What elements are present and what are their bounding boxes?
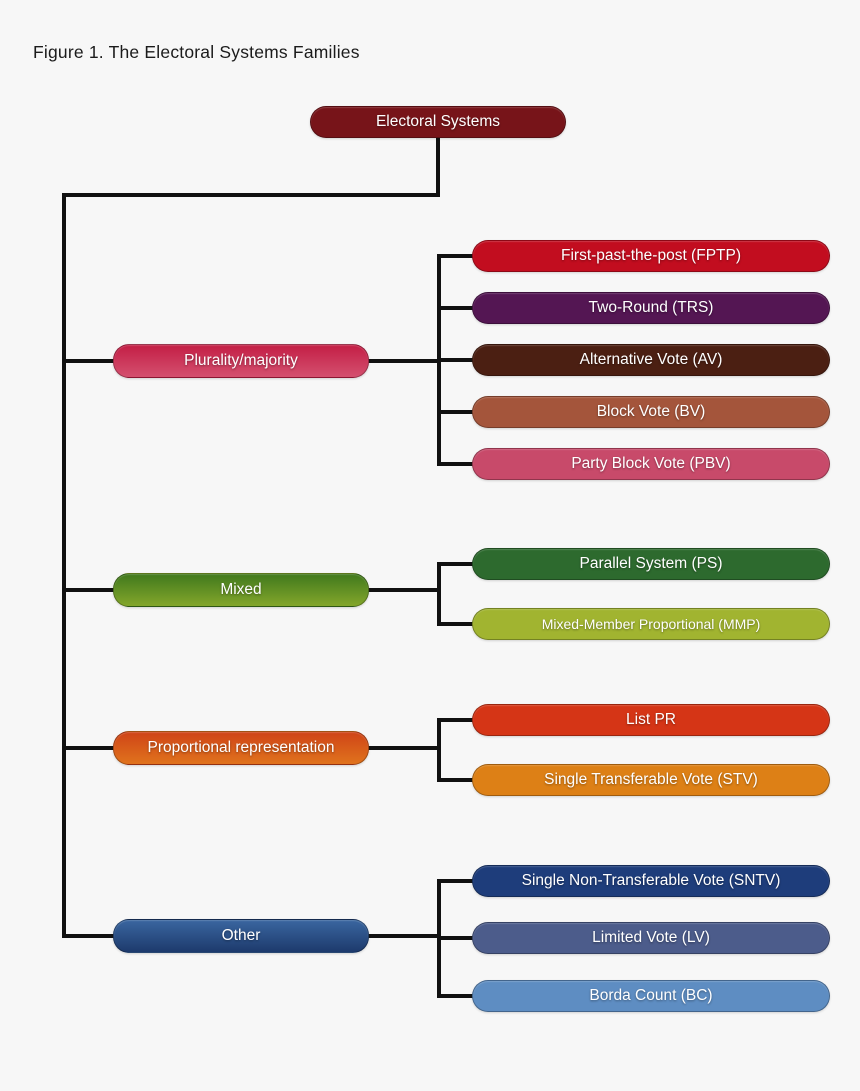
connector-child-stub: [437, 622, 473, 626]
node-mmp: Mixed-Member Proportional (MMP): [472, 608, 830, 640]
connector-proportional-vertical: [437, 718, 441, 782]
node-bv: Block Vote (BV): [472, 396, 830, 428]
connector-child-stub: [437, 718, 473, 722]
connector-other-branch: [368, 934, 441, 938]
connector-stub-plurality: [62, 359, 114, 363]
connector-root-stem: [436, 137, 440, 195]
node-mixed: Mixed: [113, 573, 369, 607]
connector-stub-proportional: [62, 746, 114, 750]
node-bc: Borda Count (BC): [472, 980, 830, 1012]
node-electoral-systems: Electoral Systems: [310, 106, 566, 138]
connector-child-stub: [437, 994, 473, 998]
connector-mixed-branch: [368, 588, 441, 592]
connector-proportional-branch: [368, 746, 441, 750]
connector-mixed-vertical: [437, 562, 441, 626]
node-list-pr: List PR: [472, 704, 830, 736]
node-pbv: Party Block Vote (PBV): [472, 448, 830, 480]
node-fptp: First-past-the-post (FPTP): [472, 240, 830, 272]
node-other: Other: [113, 919, 369, 953]
node-lv: Limited Vote (LV): [472, 922, 830, 954]
connector-child-stub: [437, 306, 473, 310]
connector-stub-mixed: [62, 588, 114, 592]
connector-top-horizontal: [62, 193, 440, 197]
connector-child-stub: [437, 778, 473, 782]
node-ps: Parallel System (PS): [472, 548, 830, 580]
node-sntv: Single Non-Transferable Vote (SNTV): [472, 865, 830, 897]
node-stv: Single Transferable Vote (STV): [472, 764, 830, 796]
node-av: Alternative Vote (AV): [472, 344, 830, 376]
figure-title: Figure 1. The Electoral Systems Families: [33, 42, 360, 62]
connector-stub-other: [62, 934, 114, 938]
node-trs: Two-Round (TRS): [472, 292, 830, 324]
connector-child-stub: [437, 462, 473, 466]
connector-child-stub: [437, 254, 473, 258]
connector-plurality-branch: [368, 359, 441, 363]
connector-child-stub: [437, 410, 473, 414]
connector-trunk: [62, 193, 66, 938]
connector-child-stub: [437, 358, 473, 362]
connector-child-stub: [437, 879, 473, 883]
connector-child-stub: [437, 936, 473, 940]
node-proportional-representation: Proportional representation: [113, 731, 369, 765]
connector-child-stub: [437, 562, 473, 566]
node-plurality-majority: Plurality/majority: [113, 344, 369, 378]
